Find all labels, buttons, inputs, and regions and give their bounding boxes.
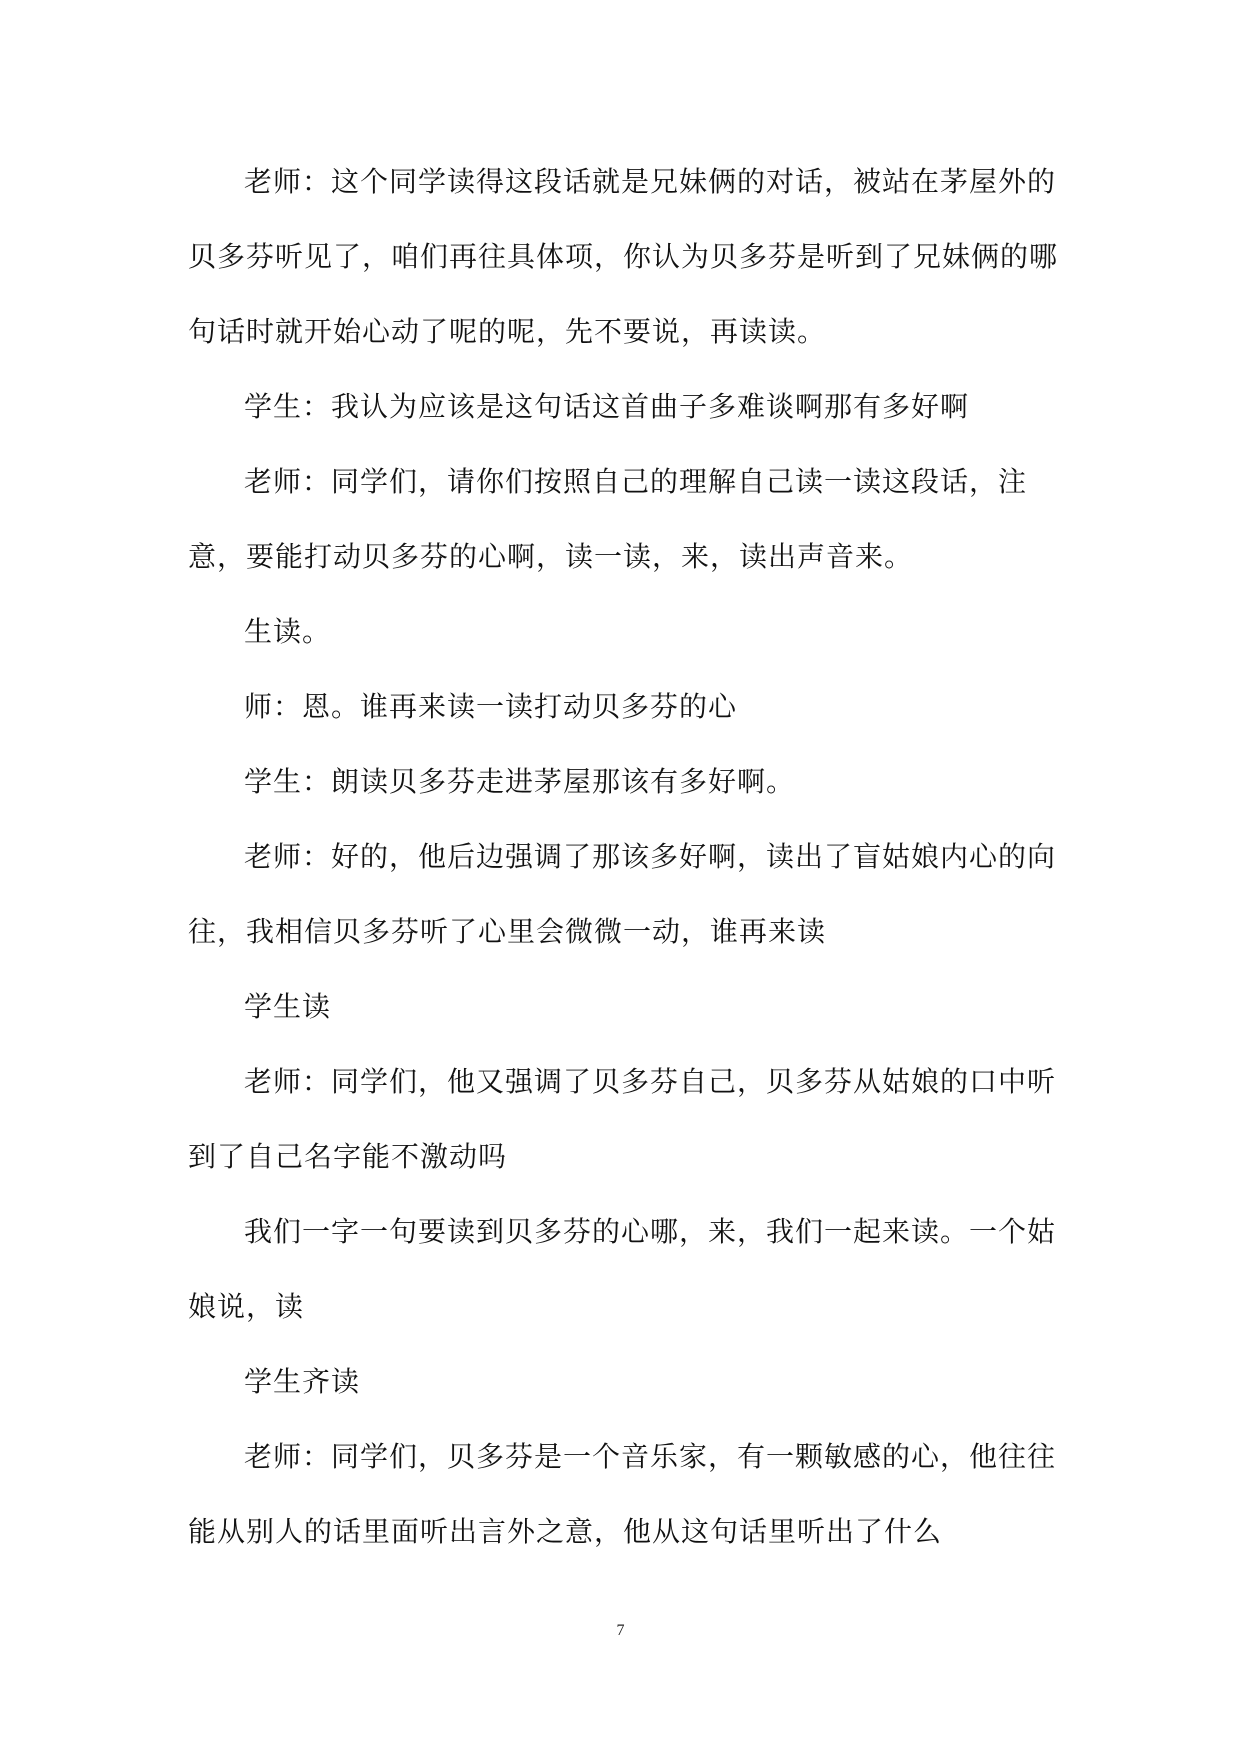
paragraph: 老师：同学们，请你们按照自己的理解自己读一读这段话，注意，要能打动贝多芬的心啊，读一读，来，读出声音来。 xyxy=(188,465,1028,573)
paragraph: 老师：这个同学读得这段话就是兄妹俩的对话，被站在茅屋外的贝多芬听见了，咱们再往具体项，你认为贝多芬是听到了兄妹俩的哪句话时就开始心动了呢的呢，先不要说，再读读。 xyxy=(188,165,1059,348)
page-number: 7 xyxy=(616,1622,625,1639)
paragraph: 学生读 xyxy=(244,990,332,1023)
paragraph: 老师：同学们，贝多芬是一个音乐家，有一颗敏感的心，他往往能从别人的话里面听出言外之意，他从这句话里听出了什么 xyxy=(188,1440,1057,1548)
paragraph: 师：恩。谁再来读一读打动贝多芬的心 xyxy=(244,690,738,723)
paragraph: 我们一字一句要读到贝多芬的心哪，来，我们一起来读。一个姑娘说，读 xyxy=(188,1215,1057,1323)
paragraph: 生读。 xyxy=(244,615,332,648)
document-body xyxy=(188,144,1058,1569)
paragraph: 老师：好的，他后边强调了那该多好啊，读出了盲姑娘内心的向往，我相信贝多芬听了心里会微微一动，谁再来读 xyxy=(188,840,1057,948)
paragraph: 老师：同学们，他又强调了贝多芬自己，贝多芬从姑娘的口中听到了自己名字能不激动吗 xyxy=(188,1065,1057,1173)
paragraph: 学生：我认为应该是这句话这首曲子多难谈啊那有多好啊 xyxy=(244,390,970,423)
paragraph: 学生齐读 xyxy=(244,1365,361,1398)
paragraph: 学生：朗读贝多芬走进茅屋那该有多好啊。 xyxy=(244,765,796,798)
